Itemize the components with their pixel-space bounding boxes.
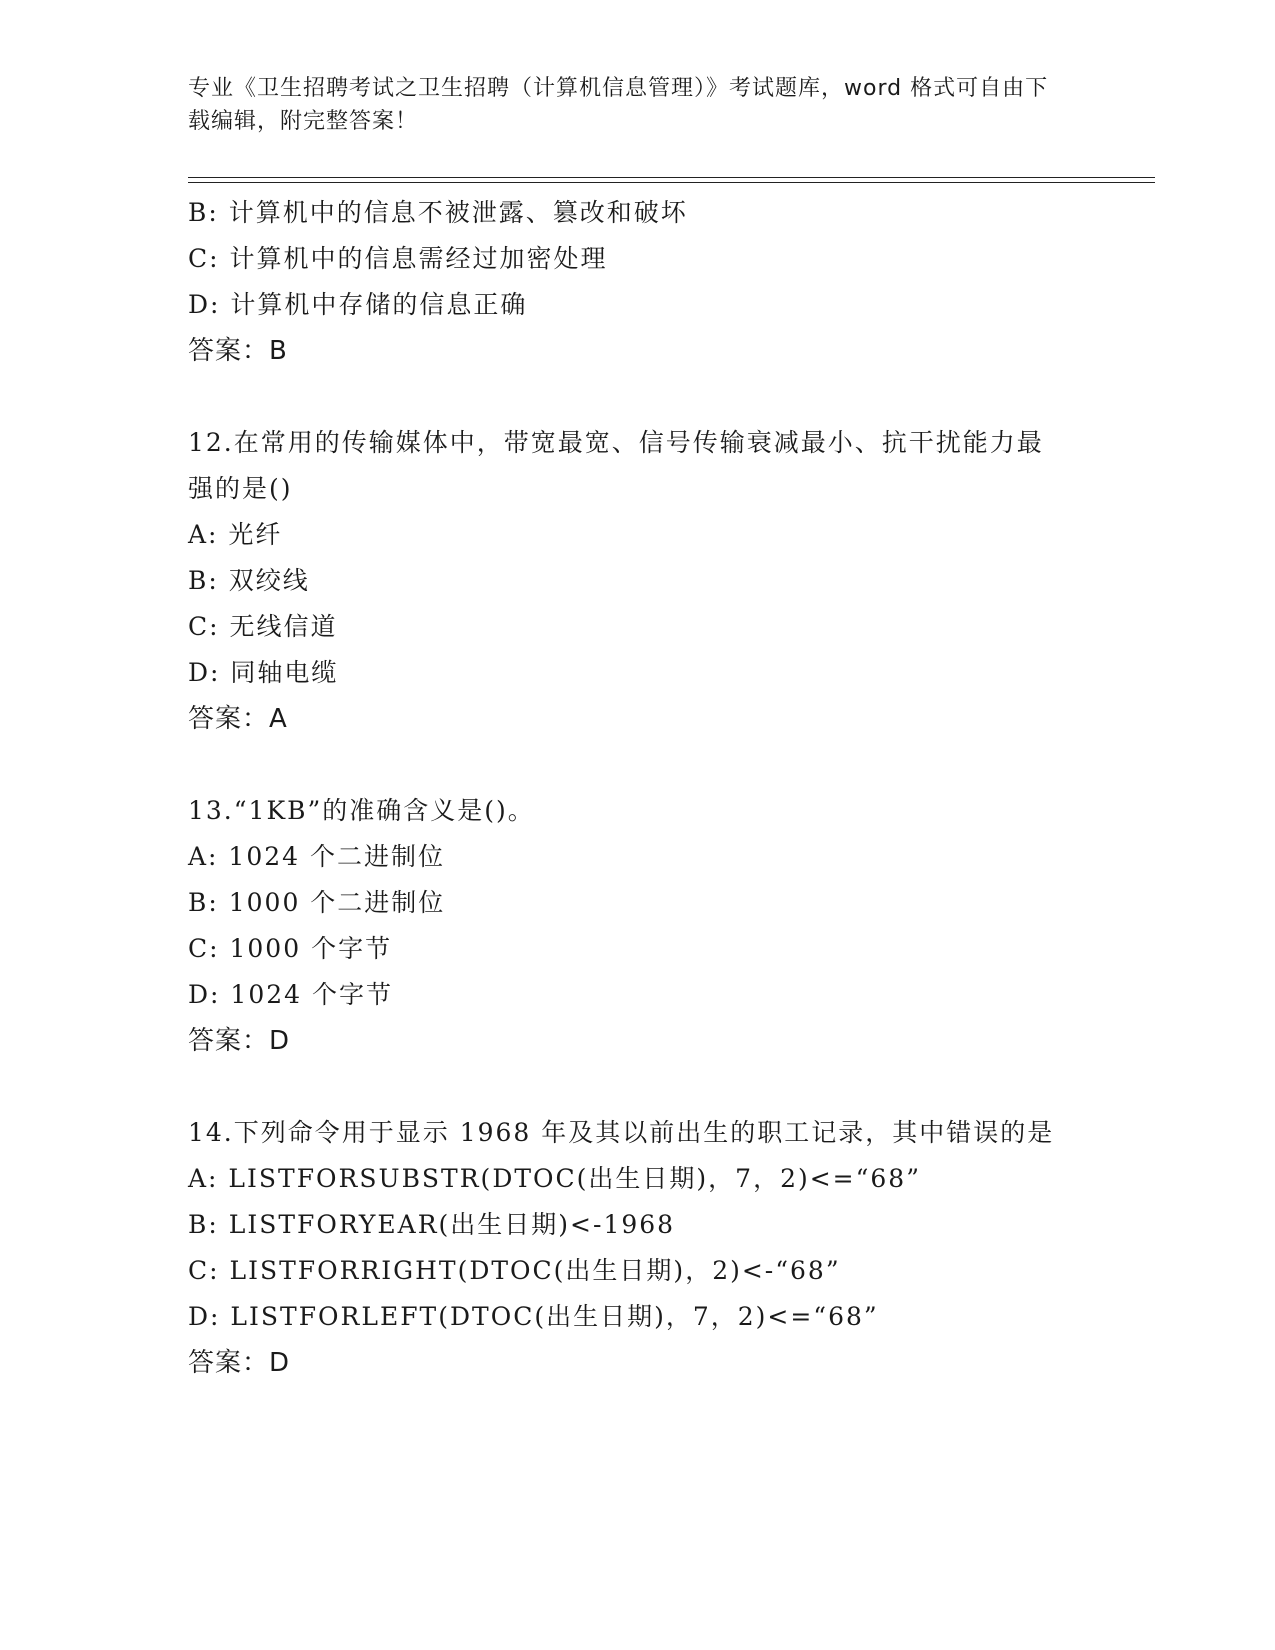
question-text: 12.在常用的传输媒体中，带宽最宽、信号传输衰减最小、抗干扰能力最强的是() [188, 428, 1044, 503]
option-c: C: 计算机中的信息需经过加密处理 [188, 244, 608, 273]
spacer [188, 742, 1088, 788]
option-d: D: 1024 个字节 [188, 980, 393, 1009]
option-c: C: 无线信道 [188, 612, 338, 641]
option-d: D: 同轴电缆 [188, 658, 339, 687]
option-b: B: 计算机中的信息不被泄露、篡改和破坏 [188, 198, 688, 227]
question-11-partial [188, 190, 1088, 374]
header-rule-top [188, 177, 1155, 178]
option-d: D: LISTFORLEFT(DTOC(出生日期)，7，2)<=“68” [188, 1302, 879, 1331]
document-header: 专业《卫生招聘考试之卫生招聘（计算机信息管理）》考试题库，word 格式可自由下载编辑，附完整答案！ [188, 76, 1049, 134]
option-d: D: 计算机中存储的信息正确 [188, 290, 528, 319]
answer-line: 答案：D [188, 1348, 291, 1378]
option-a: A: 1024 个二进制位 [188, 842, 445, 871]
option-b: B: 1000 个二进制位 [188, 888, 446, 917]
answer-line: 答案：B [188, 336, 288, 366]
question-13 [188, 788, 1088, 1064]
question-14 [188, 1110, 1088, 1386]
question-text: 14.下列命令用于显示 1968 年及其以前出生的职工记录，其中错误的是 [188, 1118, 1055, 1147]
option-b: B: LISTFORYEAR(出生日期)<-1968 [188, 1210, 676, 1239]
option-c: C: 1000 个字节 [188, 934, 393, 963]
answer-line: 答案：D [188, 1026, 291, 1056]
option-a: A: 光纤 [188, 520, 283, 549]
question-text: 13.“1KB”的准确含义是()。 [188, 796, 535, 825]
option-a: A: LISTFORSUBSTR(DTOC(出生日期)，7，2)<=“68” [188, 1164, 921, 1193]
question-12 [188, 420, 1088, 742]
header-rule-bottom [188, 182, 1155, 183]
question-list [188, 190, 1088, 1386]
spacer [188, 374, 1088, 420]
option-c: C: LISTFORRIGHT(DTOC(出生日期)，2)<-“68” [188, 1256, 841, 1285]
spacer [188, 1064, 1088, 1110]
answer-line: 答案：A [188, 704, 288, 734]
option-b: B: 双绞线 [188, 566, 310, 595]
